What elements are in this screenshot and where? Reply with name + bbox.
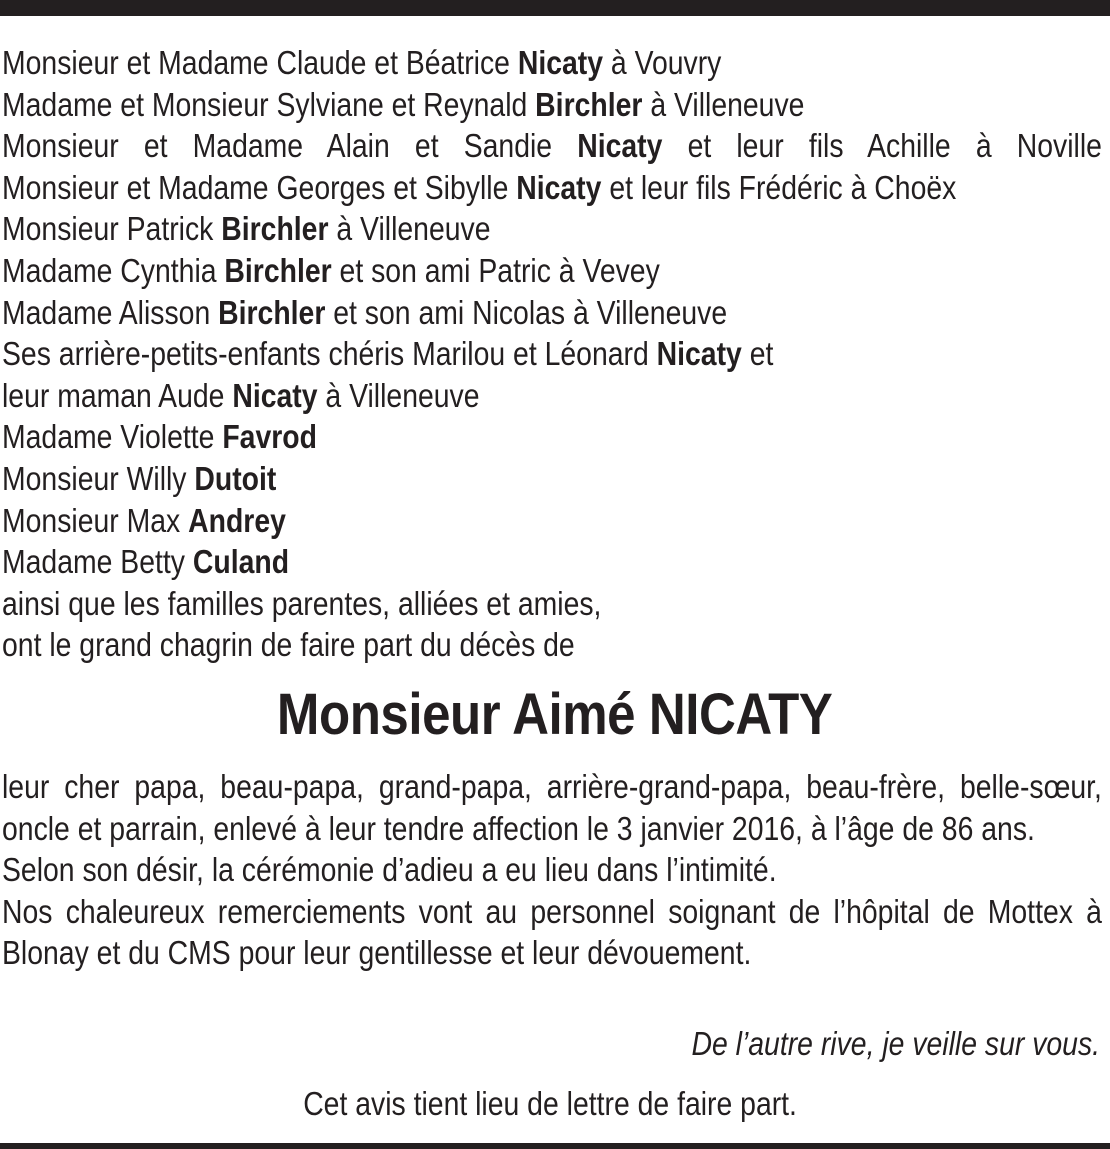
family-line <box>2 125 1102 167</box>
family-surname: Dutoit <box>194 459 277 497</box>
bottom-rule <box>0 1143 1110 1149</box>
family-line <box>2 333 1102 375</box>
thanks-paragraph: Nos chaleureux remerciements vont au personnel soignant de l’hôpital de Mottex à Blonay et du CMS pour leur gentillesse et leur dévouement. <box>2 892 1102 972</box>
family-surname: Nicaty <box>577 127 663 165</box>
family-line <box>2 167 1102 209</box>
family-surname: Favrod <box>222 418 317 456</box>
family-line-text: Ses arrière-petits-enfants chéris Marilou et Léonard <box>2 335 657 373</box>
deceased-name: Monsieur Aimé NICATY <box>277 682 833 747</box>
family-list <box>2 42 1102 666</box>
family-surname: Nicaty <box>516 168 602 206</box>
family-line-text: Madame Violette <box>2 418 223 456</box>
family-line <box>2 375 1102 417</box>
family-line-text: Monsieur et Madame Alain et Sandie <box>2 127 578 165</box>
family-surname: Culand <box>192 543 290 581</box>
family-surname: Birchler <box>218 293 326 331</box>
family-line <box>2 458 1102 500</box>
family-line-text: leur maman Aude <box>2 376 233 414</box>
family-line-text: Monsieur et Madame Georges et Sibylle <box>2 168 517 206</box>
family-line-place: et leur fils Frédéric à Choëx <box>601 168 957 206</box>
family-line-place: à Vouvry <box>603 44 722 81</box>
family-line <box>2 208 1102 250</box>
announcement-content <box>2 42 1102 666</box>
top-rule <box>0 0 1110 16</box>
intro-line: ainsi que les familles parentes, alliées et amies, <box>2 584 602 622</box>
family-line-place: et son ami Nicolas à Villeneuve <box>325 293 728 331</box>
family-line-place: et <box>741 335 774 373</box>
family-line <box>2 541 1102 583</box>
family-surname: Nicaty <box>232 376 318 414</box>
family-line <box>2 292 1102 334</box>
family-surname: Nicaty <box>656 335 742 373</box>
family-surname: Nicaty <box>517 44 604 81</box>
family-surname: Birchler <box>224 251 332 289</box>
family-surname: Birchler <box>535 85 643 123</box>
family-line-place: à Villeneuve <box>642 85 805 123</box>
family-line-text: Madame Betty <box>2 543 193 581</box>
family-line <box>2 250 1102 292</box>
family-line-place: et son ami Patric à Vevey <box>331 251 660 289</box>
family-line-text: Monsieur Max <box>2 501 189 539</box>
family-line <box>2 84 1102 126</box>
closing-note <box>0 1085 1100 1123</box>
family-line-place: et leur fils Achille à Noville <box>662 127 1102 165</box>
family-line <box>2 42 1102 84</box>
family-line-text: Madame Alisson <box>2 293 219 331</box>
family-surname: Andrey <box>188 501 286 539</box>
announcement-body <box>2 766 1102 974</box>
family-line-text: Monsieur et Madame Claude et Béatrice <box>2 44 518 81</box>
family-line-text: Madame et Monsieur Sylviane et Reynald <box>2 85 536 123</box>
family-line-text: Monsieur Patrick <box>2 210 222 248</box>
family-line-place: à Villeneuve <box>317 376 480 414</box>
family-line <box>2 416 1102 458</box>
tribute-paragraph: leur cher papa, beau-papa, grand-papa, arrière-grand-papa, beau-frère, belle-sœur, oncle et parrain, enlevé à leur tendre affection le 3 janvier 2016, à l’âge de 86 ans. <box>2 768 1102 847</box>
family-line-text: Monsieur Willy <box>2 459 195 497</box>
family-line-place: à Villeneuve <box>328 210 491 248</box>
family-line <box>2 500 1102 542</box>
family-line-text: Madame Cynthia <box>2 251 225 289</box>
ceremony-line: Selon son désir, la cérémonie d’adieu a eu lieu dans l’intimité. <box>2 851 777 889</box>
closing-text: Cet avis tient lieu de lettre de faire part. <box>303 1085 797 1122</box>
family-surname: Birchler <box>221 210 329 248</box>
deceased-name-heading <box>0 680 1110 750</box>
motto-quote: De l’autre rive, je veille sur vous. <box>691 1025 1100 1062</box>
intro-line: ont le grand chagrin de faire part du décès de <box>2 626 575 664</box>
